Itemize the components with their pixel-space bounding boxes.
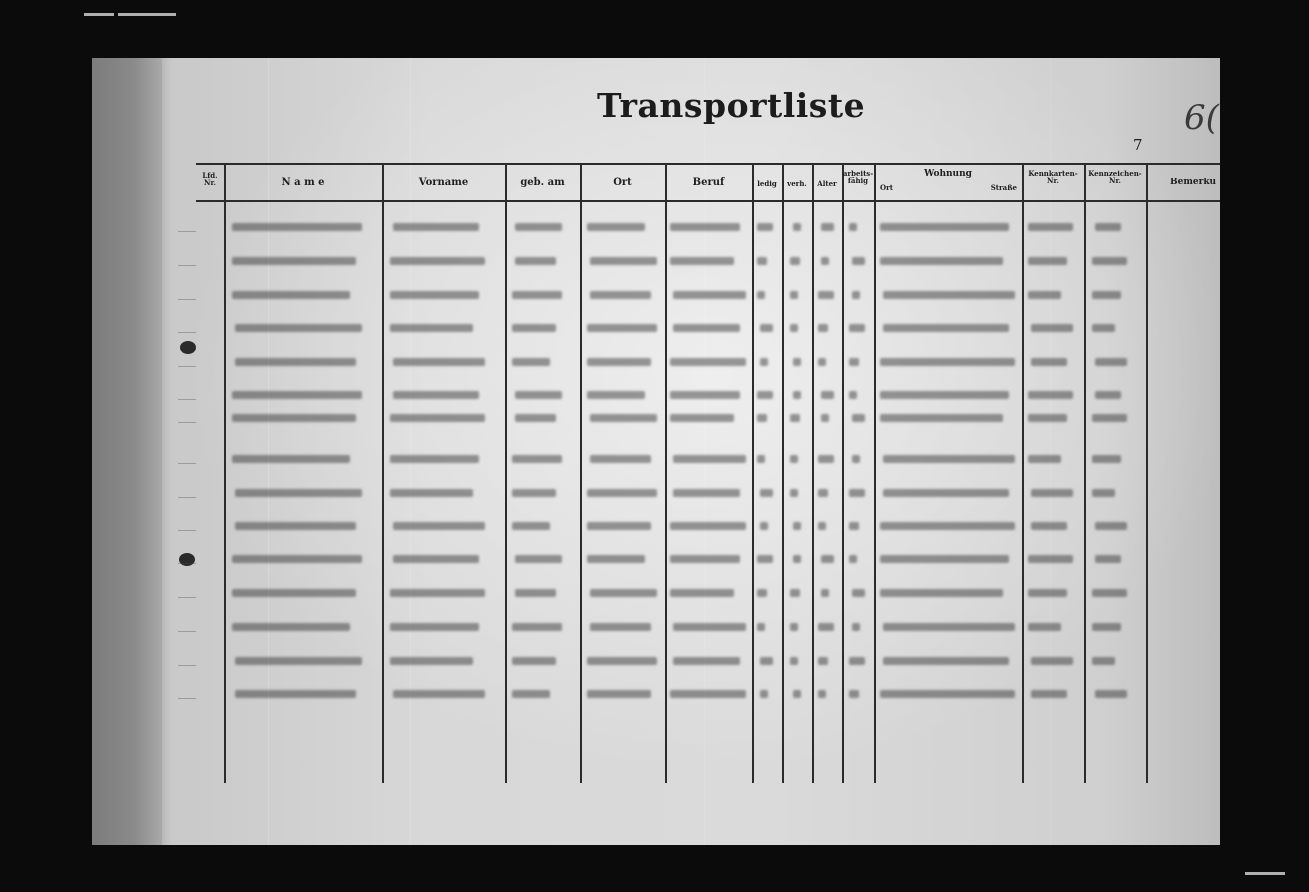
illegible-cell bbox=[1092, 623, 1121, 631]
illegible-cell bbox=[818, 455, 834, 463]
illegible-cell bbox=[1092, 291, 1121, 299]
pencil-row-mark bbox=[178, 449, 196, 464]
illegible-cell bbox=[852, 257, 865, 265]
illegible-cell bbox=[515, 555, 562, 563]
illegible-cell bbox=[821, 589, 829, 597]
illegible-cell bbox=[512, 489, 556, 497]
pencil-row-mark bbox=[178, 251, 196, 266]
illegible-cell bbox=[880, 257, 1003, 265]
header-arbeitsfaehig: arbeits- fähig bbox=[842, 169, 874, 186]
illegible-cell bbox=[670, 555, 740, 563]
illegible-cell bbox=[512, 623, 562, 631]
film-scratch bbox=[410, 58, 411, 845]
illegible-cell bbox=[852, 455, 860, 463]
illegible-cell bbox=[1031, 522, 1067, 530]
film-mark bbox=[84, 13, 114, 16]
illegible-cell bbox=[760, 358, 768, 366]
page-number: 7 bbox=[1133, 136, 1143, 154]
illegible-cell bbox=[232, 589, 356, 597]
illegible-cell bbox=[793, 223, 801, 231]
illegible-cell bbox=[590, 291, 651, 299]
handwritten-sheet-number: 6( bbox=[1184, 98, 1219, 138]
illegible-cell bbox=[232, 223, 362, 231]
illegible-cell bbox=[512, 324, 556, 332]
illegible-cell bbox=[673, 657, 740, 665]
header-geb-am: geb. am bbox=[520, 177, 565, 188]
illegible-cell bbox=[849, 489, 865, 497]
illegible-cell bbox=[587, 555, 645, 563]
illegible-cell bbox=[515, 391, 562, 399]
illegible-cell bbox=[818, 657, 828, 665]
illegible-cell bbox=[512, 358, 550, 366]
illegible-cell bbox=[515, 414, 556, 422]
illegible-cell bbox=[1092, 657, 1115, 665]
illegible-cell bbox=[515, 223, 562, 231]
illegible-cell bbox=[232, 414, 356, 422]
illegible-cell bbox=[757, 589, 767, 597]
illegible-cell bbox=[1028, 589, 1067, 597]
illegible-cell bbox=[880, 555, 1009, 563]
illegible-cell bbox=[793, 358, 801, 366]
illegible-cell bbox=[852, 589, 865, 597]
illegible-cell bbox=[393, 358, 485, 366]
illegible-cell bbox=[1028, 291, 1061, 299]
column-rule bbox=[505, 163, 507, 783]
illegible-cell bbox=[1031, 657, 1073, 665]
film-mark bbox=[1245, 872, 1285, 875]
column-rule bbox=[1022, 163, 1024, 783]
illegible-cell bbox=[590, 455, 651, 463]
illegible-cell bbox=[1028, 555, 1073, 563]
illegible-cell bbox=[587, 657, 657, 665]
document-page bbox=[92, 58, 1220, 845]
illegible-cell bbox=[390, 291, 479, 299]
illegible-cell bbox=[1092, 589, 1127, 597]
pencil-row-mark bbox=[178, 617, 196, 632]
illegible-cell bbox=[235, 358, 356, 366]
illegible-cell bbox=[849, 223, 857, 231]
illegible-cell bbox=[390, 489, 473, 497]
illegible-cell bbox=[880, 522, 1015, 530]
page-margin-band bbox=[92, 58, 162, 845]
illegible-cell bbox=[790, 657, 798, 665]
illegible-cell bbox=[235, 489, 362, 497]
illegible-cell bbox=[670, 391, 740, 399]
illegible-cell bbox=[587, 489, 657, 497]
header-kennkarten-nr: Kennkarten- Nr. bbox=[1028, 169, 1078, 186]
column-rule bbox=[1084, 163, 1086, 783]
illegible-cell bbox=[793, 522, 801, 530]
illegible-cell bbox=[1092, 414, 1127, 422]
header-vorname: Vorname bbox=[418, 177, 469, 188]
illegible-cell bbox=[235, 657, 362, 665]
illegible-cell bbox=[390, 414, 485, 422]
illegible-cell bbox=[757, 414, 767, 422]
illegible-cell bbox=[512, 657, 556, 665]
illegible-cell bbox=[1031, 690, 1067, 698]
illegible-cell bbox=[515, 257, 556, 265]
column-rule bbox=[874, 163, 876, 783]
document-title: Transportliste bbox=[597, 86, 866, 125]
illegible-cell bbox=[849, 657, 865, 665]
illegible-cell bbox=[590, 623, 651, 631]
header-wohnung-strasse: Straße bbox=[990, 183, 1017, 192]
illegible-cell bbox=[232, 623, 350, 631]
illegible-cell bbox=[515, 589, 556, 597]
illegible-cell bbox=[393, 223, 479, 231]
column-rule bbox=[812, 163, 814, 783]
illegible-cell bbox=[235, 522, 356, 530]
film-mark bbox=[118, 13, 176, 16]
illegible-cell bbox=[1028, 455, 1061, 463]
illegible-cell bbox=[818, 358, 826, 366]
illegible-cell bbox=[393, 522, 485, 530]
header-verh: verh. bbox=[787, 179, 807, 188]
pencil-row-mark bbox=[178, 684, 196, 699]
header-beruf: Beruf bbox=[692, 177, 725, 188]
illegible-cell bbox=[1092, 455, 1121, 463]
illegible-cell bbox=[1028, 414, 1067, 422]
illegible-cell bbox=[880, 414, 1003, 422]
illegible-cell bbox=[790, 324, 798, 332]
table-header-rule bbox=[196, 200, 1220, 202]
illegible-cell bbox=[673, 324, 740, 332]
illegible-cell bbox=[232, 391, 362, 399]
illegible-cell bbox=[1095, 391, 1121, 399]
illegible-cell bbox=[790, 623, 798, 631]
illegible-cell bbox=[590, 257, 657, 265]
illegible-cell bbox=[883, 623, 1015, 631]
illegible-cell bbox=[821, 223, 834, 231]
illegible-cell bbox=[232, 257, 356, 265]
column-rule bbox=[665, 163, 667, 783]
pencil-row-mark bbox=[178, 651, 196, 666]
illegible-cell bbox=[852, 414, 865, 422]
illegible-cell bbox=[670, 223, 740, 231]
illegible-cell bbox=[757, 257, 767, 265]
illegible-cell bbox=[670, 257, 734, 265]
pencil-row-mark bbox=[178, 217, 196, 232]
illegible-cell bbox=[880, 358, 1015, 366]
illegible-cell bbox=[818, 690, 826, 698]
pencil-row-mark bbox=[178, 385, 196, 400]
illegible-cell bbox=[883, 455, 1015, 463]
pencil-row-mark bbox=[178, 285, 196, 300]
illegible-cell bbox=[849, 555, 857, 563]
illegible-cell bbox=[390, 623, 479, 631]
illegible-cell bbox=[849, 690, 859, 698]
pencil-row-mark bbox=[178, 549, 196, 564]
illegible-cell bbox=[390, 455, 479, 463]
illegible-cell bbox=[673, 455, 746, 463]
illegible-cell bbox=[673, 623, 746, 631]
illegible-cell bbox=[1095, 690, 1127, 698]
illegible-cell bbox=[1031, 358, 1067, 366]
illegible-cell bbox=[757, 391, 773, 399]
illegible-cell bbox=[512, 291, 562, 299]
pencil-row-mark bbox=[178, 352, 196, 367]
illegible-cell bbox=[790, 257, 800, 265]
illegible-cell bbox=[818, 522, 826, 530]
illegible-cell bbox=[587, 223, 645, 231]
illegible-cell bbox=[587, 690, 651, 698]
illegible-cell bbox=[587, 324, 657, 332]
illegible-cell bbox=[757, 455, 765, 463]
pencil-row-mark bbox=[178, 583, 196, 598]
column-rule bbox=[842, 163, 844, 783]
illegible-cell bbox=[793, 391, 801, 399]
illegible-cell bbox=[790, 589, 800, 597]
illegible-cell bbox=[390, 657, 473, 665]
illegible-cell bbox=[232, 555, 362, 563]
illegible-cell bbox=[1092, 257, 1127, 265]
illegible-cell bbox=[512, 455, 562, 463]
column-rule bbox=[382, 163, 384, 783]
illegible-cell bbox=[673, 489, 740, 497]
illegible-cell bbox=[793, 690, 801, 698]
pencil-row-mark bbox=[178, 516, 196, 531]
header-wohnung: Wohnung bbox=[924, 169, 972, 179]
illegible-cell bbox=[849, 324, 865, 332]
illegible-cell bbox=[880, 223, 1009, 231]
illegible-cell bbox=[883, 324, 1009, 332]
illegible-cell bbox=[235, 324, 362, 332]
header-ledig: ledig bbox=[757, 179, 777, 188]
illegible-cell bbox=[1028, 623, 1061, 631]
header-bemerkungen: Bemerku bbox=[1170, 178, 1217, 187]
illegible-cell bbox=[390, 589, 485, 597]
illegible-cell bbox=[1095, 358, 1127, 366]
illegible-cell bbox=[670, 414, 734, 422]
illegible-cell bbox=[883, 291, 1015, 299]
header-ort: Ort bbox=[613, 177, 632, 188]
illegible-cell bbox=[1095, 223, 1121, 231]
illegible-cell bbox=[1028, 223, 1073, 231]
illegible-cell bbox=[793, 555, 801, 563]
illegible-cell bbox=[1095, 555, 1121, 563]
illegible-cell bbox=[818, 489, 828, 497]
illegible-cell bbox=[790, 455, 798, 463]
illegible-cell bbox=[512, 690, 550, 698]
illegible-cell bbox=[790, 489, 798, 497]
illegible-cell bbox=[670, 690, 746, 698]
illegible-cell bbox=[852, 291, 860, 299]
illegible-cell bbox=[880, 391, 1009, 399]
illegible-cell bbox=[673, 291, 746, 299]
illegible-cell bbox=[760, 489, 773, 497]
column-rule bbox=[224, 163, 226, 783]
illegible-cell bbox=[849, 391, 857, 399]
illegible-cell bbox=[852, 623, 860, 631]
illegible-cell bbox=[790, 414, 800, 422]
illegible-cell bbox=[883, 489, 1009, 497]
pencil-row-mark bbox=[178, 318, 196, 333]
header-alter: Alter bbox=[817, 179, 837, 188]
illegible-cell bbox=[590, 414, 657, 422]
header-kennzeichen-nr: Kennzeichen- Nr. bbox=[1088, 169, 1142, 186]
illegible-cell bbox=[883, 657, 1009, 665]
illegible-cell bbox=[880, 589, 1003, 597]
illegible-cell bbox=[821, 555, 834, 563]
illegible-cell bbox=[512, 522, 550, 530]
illegible-cell bbox=[760, 657, 773, 665]
illegible-cell bbox=[880, 690, 1015, 698]
illegible-cell bbox=[849, 358, 859, 366]
film-scratch bbox=[268, 58, 269, 845]
illegible-cell bbox=[1028, 391, 1073, 399]
illegible-cell bbox=[670, 358, 746, 366]
illegible-cell bbox=[232, 291, 350, 299]
column-rule bbox=[752, 163, 754, 783]
illegible-cell bbox=[818, 291, 834, 299]
illegible-cell bbox=[1092, 489, 1115, 497]
illegible-cell bbox=[1031, 324, 1073, 332]
illegible-cell bbox=[670, 589, 734, 597]
illegible-cell bbox=[393, 690, 485, 698]
illegible-cell bbox=[587, 522, 651, 530]
header-lfd-nr: Lfd. Nr. bbox=[202, 171, 218, 188]
pencil-row-mark bbox=[178, 408, 196, 423]
illegible-cell bbox=[757, 555, 773, 563]
illegible-cell bbox=[1031, 489, 1073, 497]
illegible-cell bbox=[390, 324, 473, 332]
illegible-cell bbox=[821, 391, 834, 399]
illegible-cell bbox=[757, 623, 765, 631]
illegible-cell bbox=[590, 589, 657, 597]
illegible-cell bbox=[235, 690, 356, 698]
illegible-cell bbox=[587, 358, 651, 366]
illegible-cell bbox=[670, 522, 746, 530]
illegible-cell bbox=[232, 455, 350, 463]
illegible-cell bbox=[587, 391, 645, 399]
illegible-cell bbox=[760, 690, 768, 698]
illegible-cell bbox=[393, 391, 479, 399]
column-rule bbox=[1146, 163, 1148, 783]
illegible-cell bbox=[757, 223, 773, 231]
illegible-cell bbox=[1095, 522, 1127, 530]
illegible-cell bbox=[818, 324, 828, 332]
illegible-cell bbox=[790, 291, 798, 299]
table-top-rule bbox=[196, 163, 1220, 165]
illegible-cell bbox=[393, 555, 479, 563]
column-rule bbox=[782, 163, 784, 783]
illegible-cell bbox=[821, 414, 829, 422]
illegible-cell bbox=[390, 257, 485, 265]
illegible-cell bbox=[757, 291, 765, 299]
illegible-cell bbox=[1092, 324, 1115, 332]
illegible-cell bbox=[760, 522, 768, 530]
illegible-cell bbox=[818, 623, 834, 631]
illegible-cell bbox=[1028, 257, 1067, 265]
pencil-row-mark bbox=[178, 483, 196, 498]
header-name: N a m e bbox=[281, 177, 325, 188]
header-wohnung-ort: Ort bbox=[880, 183, 894, 192]
illegible-cell bbox=[849, 522, 859, 530]
illegible-cell bbox=[821, 257, 829, 265]
column-rule bbox=[580, 163, 582, 783]
illegible-cell bbox=[760, 324, 773, 332]
